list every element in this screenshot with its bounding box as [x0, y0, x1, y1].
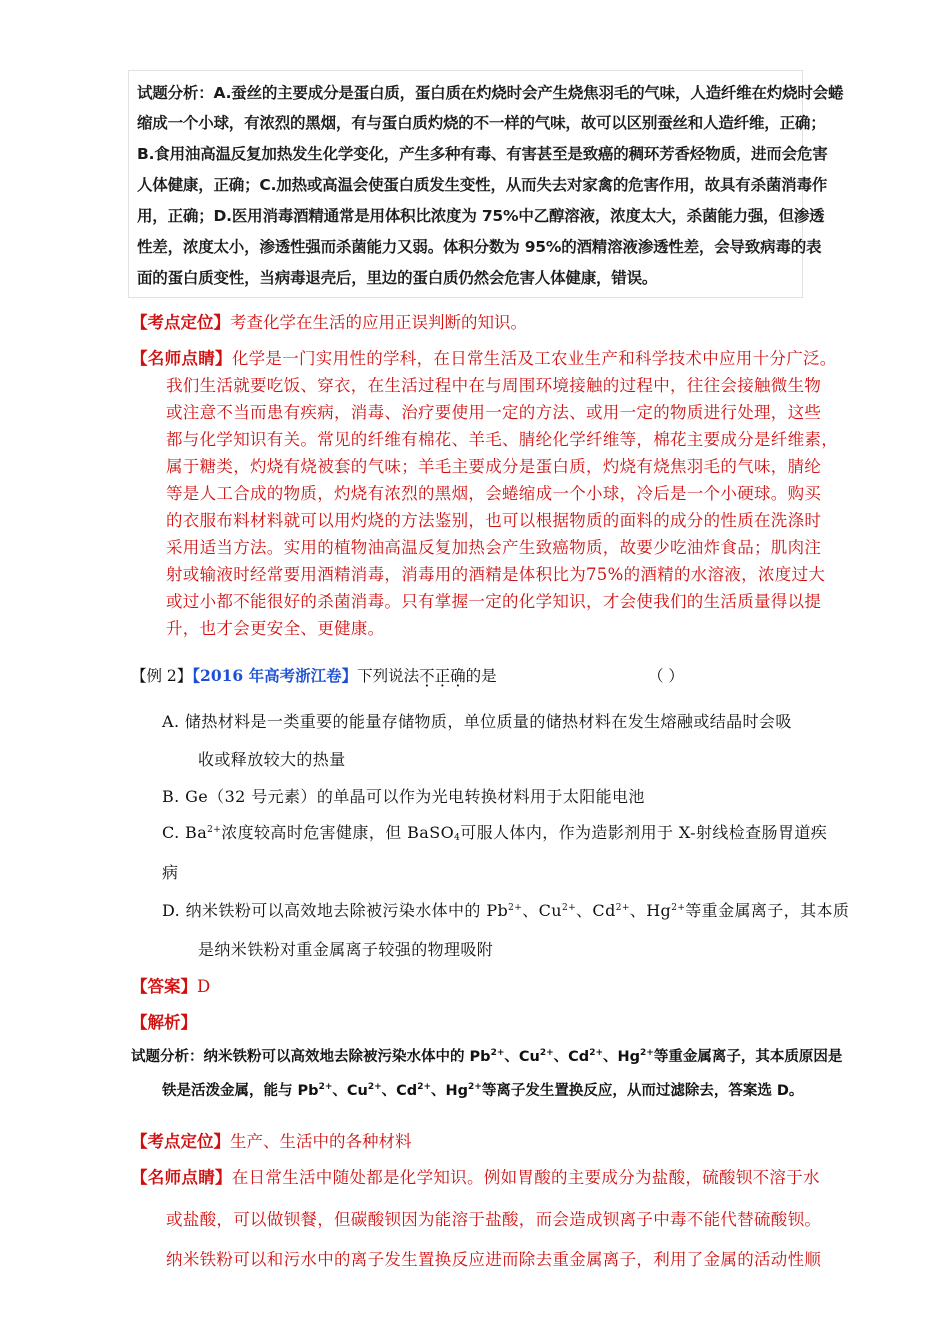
mingshi-1-first: 化学是一门实用性的学科，在日常生活及工农业生产和科学技术中应用十分广泛。	[231, 349, 837, 368]
option-d-post: 等重金属离子，其本质	[685, 901, 850, 920]
sup: 2+	[318, 1082, 333, 1092]
scan-line-4: 人体健康，正确；C.加热或高温会使蛋白质发生变性，从而失去对家禽的危害作用，故具有杀菌消毒作	[137, 176, 828, 194]
text: 、Hg	[431, 1083, 469, 1099]
option-d-pre: D. 纳米铁粉可以高效地去除被污染水体中的 Pb	[162, 901, 509, 920]
ion-text: 、Cd	[576, 901, 616, 920]
option-d-line-2: 是纳米铁粉对重金属离子较强的物理吸附	[198, 940, 494, 959]
text: 等重金属离子，其本质原因是	[653, 1049, 843, 1065]
ion-text: 、Cu	[522, 901, 562, 920]
option-d-line-1	[162, 898, 849, 921]
ion-text: 、Hg	[629, 901, 672, 920]
sup: 2+	[508, 903, 523, 913]
kaodian-2	[131, 1128, 412, 1152]
sup: 2+	[539, 1048, 554, 1058]
option-c-mid: 浓度较高时危害健康，但 BaSO	[221, 823, 455, 842]
answer-paren: （ ）	[648, 667, 684, 685]
text: 、Cu	[504, 1049, 540, 1065]
sup: 2+	[367, 1082, 382, 1092]
option-b: B. Ge（32 号元素）的单晶可以作为光电转换材料用于太阳能电池	[162, 787, 645, 806]
option-c-post: 可服人体内，作为造影剂用于 X-射线检查肠胃道疾	[460, 823, 828, 842]
example-2-stem	[131, 664, 497, 686]
mingshi-2-line: 纳米铁粉可以和污水中的离子发生置换反应进而除去重金属离子，利用了金属的活动性顺	[166, 1250, 822, 1269]
emphasis-char: 不	[419, 667, 435, 685]
sup: 2+	[615, 903, 630, 913]
mingshi-1-line: 的衣服布料材料就可以用灼烧的方法鉴别，也可以根据物质的面料的成分的性质在洗涤时	[166, 511, 822, 530]
mingshi-1-line: 射或输液时经常要用酒精消毒，消毒用的酒精是体积比为75%的酒精的水溶液，浓度过大	[166, 565, 826, 584]
mingshi-1-line: 等是人工合成的物质，灼烧有浓烈的黑烟，会蜷缩成一个小球，冷后是一个小硬球。购买	[166, 484, 822, 503]
mingshi-2-first: 在日常生活中随处都是化学知识。例如胃酸的主要成分为盐酸，硫酸钡不溶于水	[231, 1168, 820, 1187]
option-c-pre: C. Ba	[162, 823, 208, 842]
analysis-2-line-2	[162, 1079, 803, 1100]
analysis-2-line-1	[131, 1045, 842, 1066]
mingshi-1-line: 或过小都不能很好的杀菌消毒。只有掌握一定的化学知识，才会使我们的生活质量得以提	[166, 592, 822, 611]
mingshi-1-line: 都与化学知识有关。常见的纤维有棉花、羊毛、腈纶化学纤维等，棉花主要成分是纤维素，	[166, 430, 838, 449]
scan-line-1: 试题分析：A.蚕丝的主要成分是蛋白质，蛋白质在灼烧时会产生烧焦羽毛的气味，人造纤维在灼烧时会蜷	[137, 84, 844, 102]
option-a-line-2: 收或释放较大的热量	[198, 750, 346, 769]
mingshi-1-line: 采用适当方法。实用的植物油高温反复加热会产生致癌物质，故要少吃油炸食品；肌肉注	[166, 538, 822, 557]
sup: 2+	[640, 1048, 654, 1058]
sup: 2+	[417, 1082, 431, 1092]
text: 等离子发生置换反应，从而过滤除去，答案选 D。	[481, 1083, 804, 1099]
stem-emphasis	[419, 667, 466, 685]
stem-pre: 下列说法	[357, 667, 420, 685]
mingshi-2-label: 【名师点睛】	[131, 1168, 232, 1187]
answer-label: 【答案】	[131, 977, 197, 996]
text: 铁是活泼金属，能与 Pb	[162, 1083, 319, 1099]
kaodian-1	[131, 309, 527, 333]
sup: 2+	[468, 1082, 482, 1092]
mingshi-1-line: 升，也才会更安全、更健康。	[166, 619, 385, 638]
emphasis-char: 正	[434, 667, 451, 685]
mingshi-2	[131, 1164, 820, 1188]
scan-line-6: 性差，浓度太小，渗透性强而杀菌能力又弱。体积分数为 95%的酒精溶液渗透性差，会导致病毒的表	[137, 238, 822, 256]
scan-line-5: 用，正确；D.医用消毒酒精通常是用体积比浓度为 75%中乙醇溶液，浓度太大，杀菌能力强，但渗透	[137, 207, 825, 225]
sup: 2+	[561, 903, 577, 913]
emphasis-char: 确	[450, 667, 466, 685]
mingshi-1-line: 属于糖类，灼烧有烧被套的气味；羊毛主要成分是蛋白质，灼烧有烧焦羽毛的气味，腈纶	[166, 457, 822, 476]
sup: 2+	[671, 903, 686, 913]
scan-line-2: 缩成一个小球，有浓烈的黑烟，有与蛋白质灼烧的不一样的气味，故可以区别蚕丝和人造纤维，正确；	[137, 114, 826, 132]
scan-line-7: 面的蛋白质变性，当病毒退壳后，里边的蛋白质仍然会危害人体健康，错误。	[137, 269, 658, 287]
option-c-line-2: 病	[162, 863, 179, 882]
sup: 2+	[490, 1048, 505, 1058]
stem-post: 的是	[465, 667, 497, 685]
kaodian-1-label: 【考点定位】	[131, 313, 230, 332]
answer-value: D	[197, 977, 211, 996]
example-2-source: 【2016 年高考浙江卷】	[192, 666, 358, 685]
option-a-line-1: A. 储热材料是一类重要的能量存储物质，单位质量的储热材料在发生熔融或结晶时会吸	[162, 712, 792, 731]
example-2-label: 【例 2】	[131, 667, 193, 685]
scan-line-3: B.食用油高温反复加热发生化学变化，产生多种有毒、有害甚至是致癌的稠环芳香烃物质，进而会危害	[137, 145, 828, 163]
mingshi-1-label: 【名师点睛】	[131, 349, 232, 368]
option-c-sup: 2+	[207, 825, 222, 835]
text: 、Cd	[553, 1049, 590, 1065]
kaodian-1-text: 考查化学在生活的应用正误判断的知识。	[230, 313, 527, 332]
mingshi-1-line: 我们生活就要吃饭、穿衣，在生活过程中在与周围环境接触的过程中，往往会接触微生物	[166, 376, 822, 395]
text: 、Cu	[332, 1083, 368, 1099]
option-c-line-1	[162, 820, 827, 843]
kaodian-2-label: 【考点定位】	[131, 1132, 230, 1151]
option-c-sub: 4	[454, 833, 461, 843]
text: 、Hg	[603, 1049, 641, 1065]
analysis-scan-image	[128, 70, 844, 298]
jiexi-label: 【解析】	[131, 1013, 197, 1032]
sup: 2+	[589, 1048, 603, 1058]
mingshi-1-line: 或注意不当而患有疾病，消毒、治疗要使用一定的方法、或用一定的物质进行处理，这些	[166, 403, 822, 422]
kaodian-2-text: 生产、生活中的各种材料	[230, 1132, 412, 1151]
mingshi-1	[131, 345, 837, 369]
answer	[131, 973, 210, 997]
text: 、Cd	[381, 1083, 418, 1099]
mingshi-2-line: 或盐酸，可以做钡餐，但碳酸钡因为能溶于盐酸，而会造成钡离子中毒不能代替硫酸钡。	[166, 1210, 822, 1229]
text: 试题分析：纳米铁粉可以高效地去除被污染水体中的 Pb	[131, 1049, 491, 1065]
